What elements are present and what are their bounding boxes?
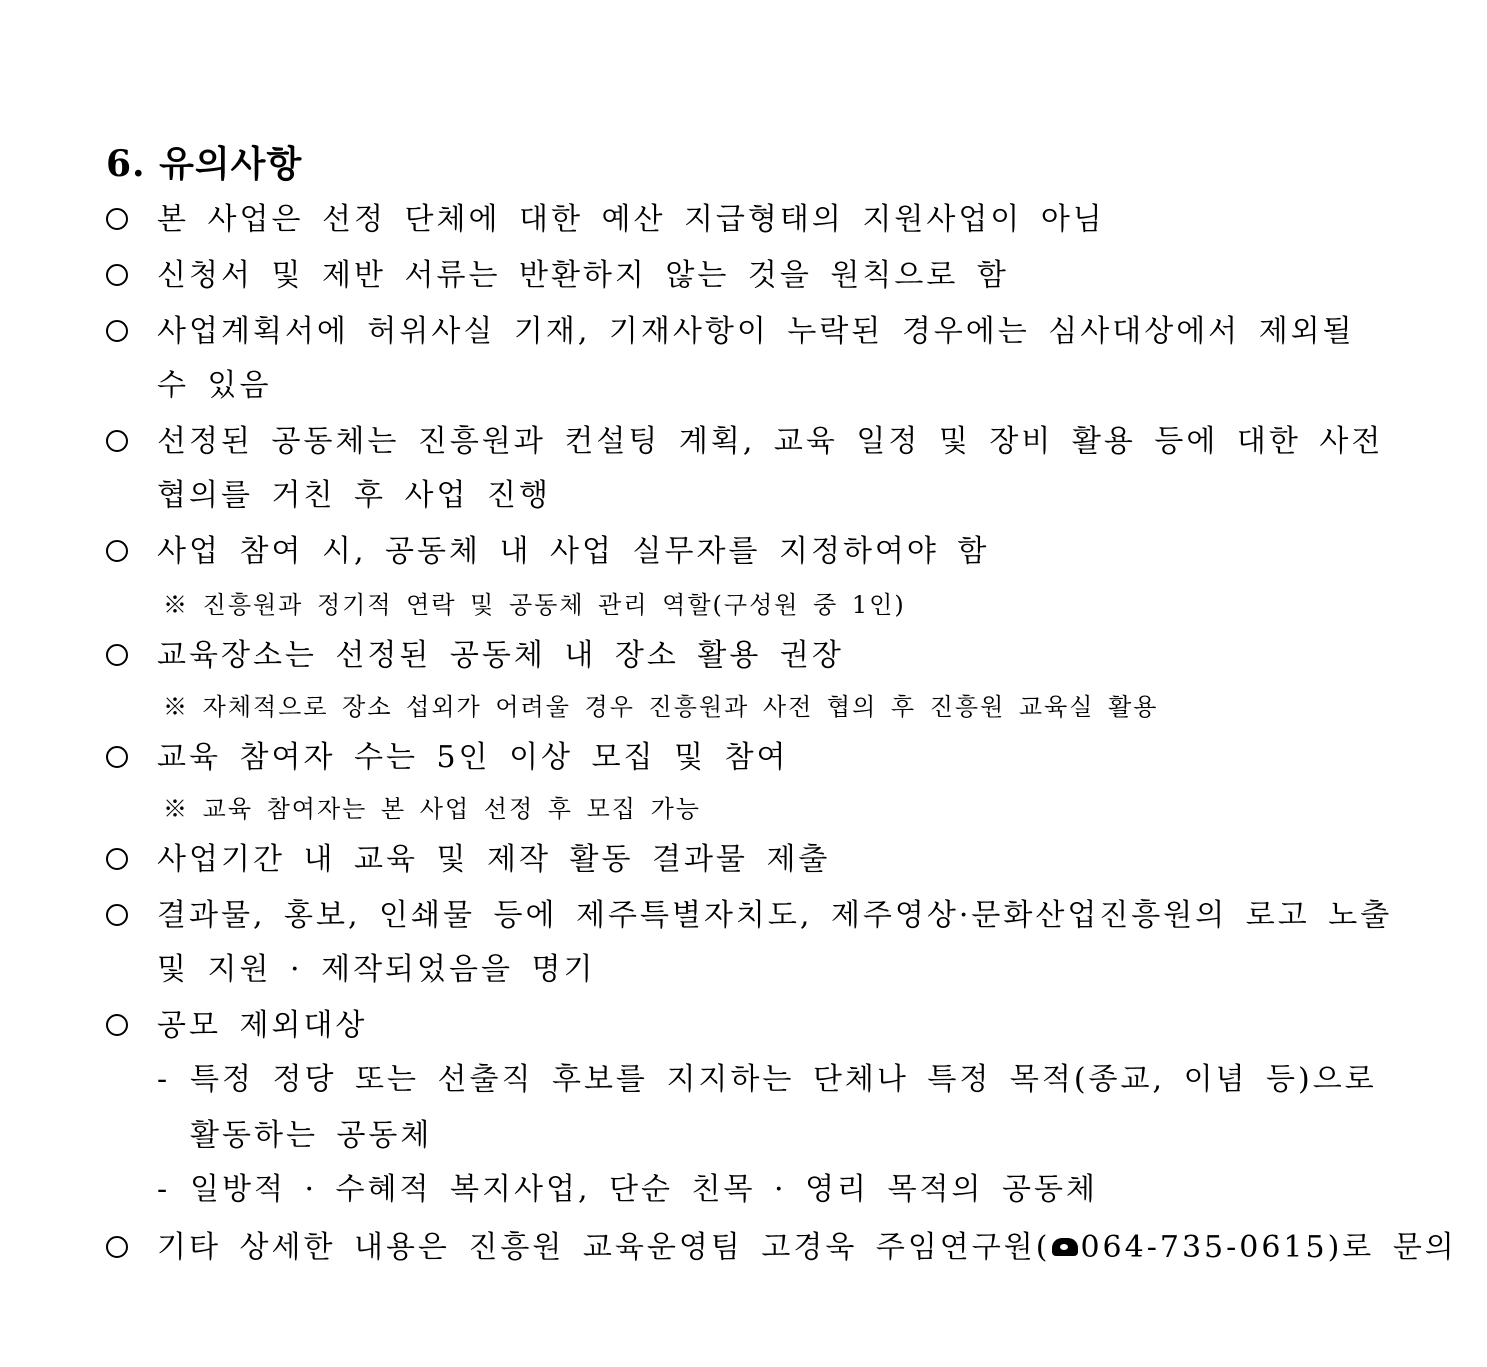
- dash-marker: -: [157, 1172, 168, 1207]
- list-item-continuation: 수 있음: [157, 368, 272, 403]
- bullet-circle-icon: [106, 738, 128, 778]
- bullet-circle-icon: [106, 422, 128, 462]
- list-item-continuation: 및 지원 · 제작되었음을 명기: [157, 952, 596, 987]
- section-heading: 6. 유의사항: [106, 143, 303, 185]
- bullet-circle-icon: [106, 200, 128, 240]
- list-item: [157, 1228, 1457, 1268]
- dash-marker: -: [157, 1062, 168, 1097]
- bullet-circle-icon: [106, 1006, 128, 1046]
- list-item-note: ※ 교육 참여자는 본 사업 선정 후 모집 가능: [163, 795, 701, 823]
- list-item: 사업계획서에 허위사실 기재, 기재사항이 누락된 경우에는 심사대상에서 제외될: [157, 314, 1355, 349]
- list-item: 교육 참여자 수는 5인 이상 모집 및 참여: [157, 740, 789, 775]
- sub-list-item: 일방적 · 수혜적 복지사업, 단순 친목 · 영리 목적의 공동체: [190, 1172, 1098, 1207]
- list-item: 선정된 공동체는 진흥원과 컨설팅 계획, 교육 일정 및 장비 활용 등에 대한 사전: [157, 424, 1384, 459]
- contact-text-before: 기타 상세한 내용은 진흥원 교육운영팀 고경욱 주임연구원(: [157, 1230, 1051, 1265]
- list-item: 공모 제외대상: [157, 1008, 368, 1043]
- list-item: 본 사업은 선정 단체에 대한 예산 지급형태의 지원사업이 아님: [157, 202, 1105, 237]
- list-item-note: ※ 진흥원과 정기적 연락 및 공동체 관리 역할(구성원 중 1인): [163, 591, 906, 619]
- bullet-circle-icon: [106, 532, 128, 572]
- list-item: 사업 참여 시, 공동체 내 사업 실무자를 지정하여야 함: [157, 534, 990, 569]
- bullet-circle-icon: [106, 256, 128, 296]
- bullet-circle-icon: [106, 636, 128, 676]
- list-item: 교육장소는 선정된 공동체 내 장소 활용 권장: [157, 638, 844, 673]
- sub-list-item: 특정 정당 또는 선출직 후보를 지지하는 단체나 특정 목적(종교, 이념 등)으로: [190, 1062, 1377, 1097]
- bullet-circle-icon: [106, 1228, 128, 1268]
- sub-list-item-continuation: 활동하는 공동체: [190, 1118, 433, 1153]
- list-item-continuation: 협의를 거친 후 사업 진행: [157, 478, 551, 513]
- bullet-circle-icon: [106, 840, 128, 880]
- list-item: 사업기간 내 교육 및 제작 활동 결과물 제출: [157, 842, 831, 877]
- bullet-circle-icon: [106, 312, 128, 352]
- bullet-circle-icon: [106, 896, 128, 936]
- list-item-note: ※ 자체적으로 장소 섭외가 어려울 경우 진흥원과 사전 협의 후 진흥원 교육실 활용: [163, 693, 1159, 721]
- telephone-icon: [1052, 1238, 1078, 1256]
- list-item: 신청서 및 제반 서류는 반환하지 않는 것을 원칙으로 함: [157, 258, 1009, 293]
- contact-text-after: 064-735-0615)로 문의: [1080, 1230, 1457, 1265]
- list-item: 결과물, 홍보, 인쇄물 등에 제주특별자치도, 제주영상·문화산업진흥원의 로고 노출: [157, 898, 1393, 933]
